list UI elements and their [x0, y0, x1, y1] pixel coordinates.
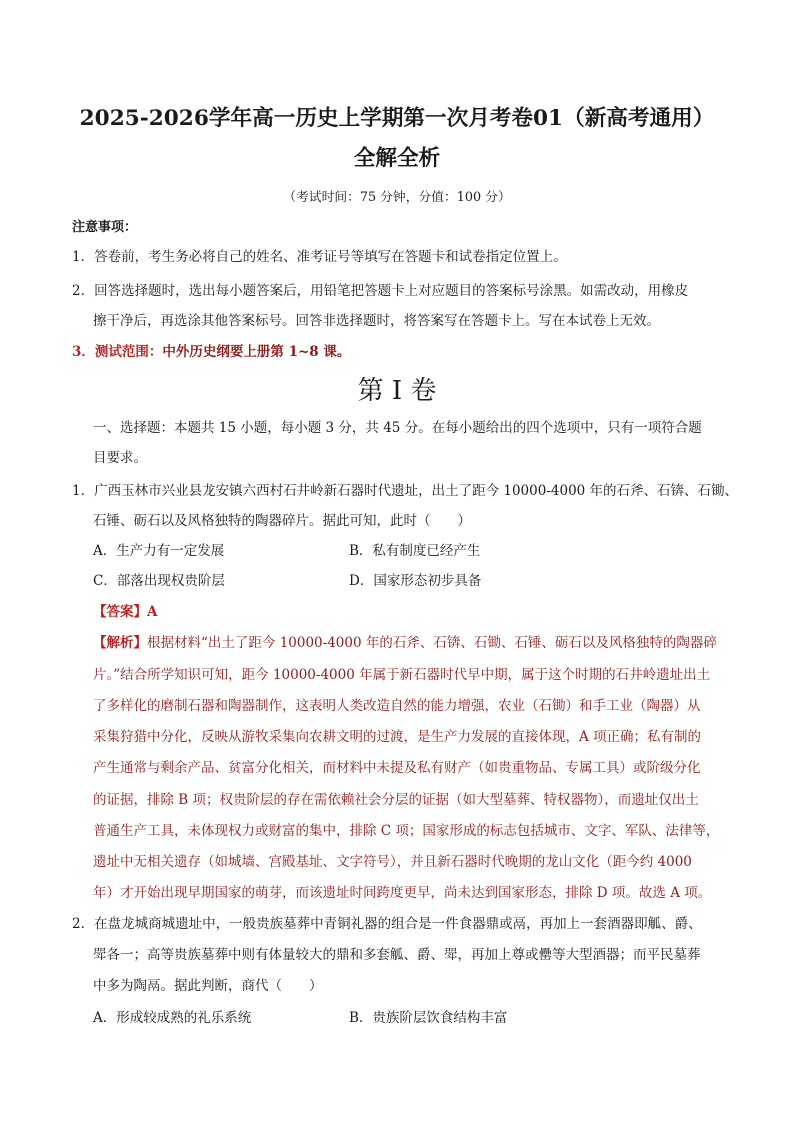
exam-info: （考试时间：75 分钟，分值：100 分）	[283, 190, 511, 205]
q1-analysis-5: 产生通常与剩余产品、贫富分化相关，而材料中未提及私有财产（如贵重物品、专属工具）或阶级分化	[93, 760, 701, 776]
notice-item-2-cont: 擦干净后，再选涂其他答案标号。回答非选择题时，将答案写在答题卡上。写在本试卷上无效。	[93, 313, 660, 329]
q2-option-a: A．形成较成熟的礼乐系统	[93, 1010, 252, 1026]
q1-analysis-4: 采集狩猎中分化，反映从游牧采集向农耕文明的过渡，是生产力发展的直接体现，A 项正确；私有制的	[93, 729, 702, 745]
notice-item-3	[72, 342, 350, 362]
scope-label: 测试范围：	[94, 344, 163, 360]
q1-option-b: B．私有制度已经产生	[349, 543, 481, 559]
q2-stem-1: 2．在盘龙城商城遗址中，一般贵族墓葬中青铜礼器的组合是一件食器鼎或鬲，再加上一套酒器即觚、爵、	[72, 916, 702, 932]
notice-item-2: 2．回答选择题时，选出每小题答案后，用铅笔把答题卡上对应题目的答案标号涂黑。如需改动，用橡皮	[72, 283, 689, 299]
q1-stem-2: 石锤、砺石以及风格独特的陶器碎片。据此可知，此时（ ）	[93, 513, 471, 529]
section-intro-1: 一、选择题：本题共 15 小题，每小题 3 分，共 45 分。在每小题给出的四个选项中，只有一项符合题	[93, 420, 702, 436]
scope-text: 中外历史纲要上册第 1~8 课。	[162, 344, 351, 360]
scope-num: 3．	[72, 344, 95, 360]
q1-analysis-9: 年）才开始出现早期国家的萌芽，而该遗址时间跨度更早，尚未达到国家形态，排除 D 项。故选 A 项。	[93, 885, 712, 901]
q1-analysis-label: 【解析】	[93, 635, 147, 651]
q1-answer: 【答案】A	[93, 604, 158, 620]
section-title: 第 I 卷	[357, 376, 437, 406]
q2-option-b: B．贵族阶层饮食结构丰富	[349, 1010, 508, 1026]
q1-option-a: A．生产力有一定发展	[93, 543, 225, 559]
q2-stem-3: 中多为陶鬲。据此判断，商代（ ）	[93, 978, 323, 994]
q2-stem-2: 斝各一；高等贵族墓葬中则有体量较大的鼎和多套觚、爵、斝，再加上尊或罍等大型酒器；而平民墓葬	[93, 947, 701, 963]
section-intro-2: 目要求。	[93, 450, 147, 466]
page-title: 2025-2026学年高一历史上学期第一次月考卷01（新高考通用）	[79, 106, 715, 131]
notice-heading: 注意事项：	[72, 220, 138, 235]
q1-option-d: D．国家形态初步具备	[349, 573, 482, 589]
q1-analysis-8: 遗址中无相关遗存（如城墙、宫殿基址、文字符号），并且新石器时代晚期的龙山文化（距今约 4000	[93, 854, 692, 870]
q1-analysis-text: 根据材料“出土了距今 10000-4000 年的石斧、石锛、石锄、石锤、砺石以及风格独特的陶器碎	[147, 635, 717, 651]
q1-analysis-7: 普通生产工具，未体现权力或财富的集中，排除 C 项；国家形成的标志包括城市、文字、军队、法律等，	[93, 823, 720, 839]
q1-analysis-3: 了多样化的磨制石器和陶器制作，这表明人类改造自然的能力增强，农业（石锄）和手工业（陶器）从	[93, 698, 701, 714]
notice-item-1: 1．答卷前，考生务必将自己的姓名、准考证号等填写在答题卡和试卷指定位置上。	[72, 249, 567, 265]
q1-option-c: C．部落出现权贵阶层	[93, 573, 225, 589]
q1-stem-1: 1．广西玉林市兴业县龙安镇六西村石井岭新石器时代遗址，出土了距今 10000-4000 年的石斧、石锛、石锄、	[72, 483, 739, 499]
q1-analysis-1	[93, 633, 717, 653]
q1-analysis-2: 片。”结合所学知识可知，距今 10000-4000 年属于新石器时代早中期，属于这个时期的石井岭遗址出土	[93, 667, 711, 683]
page-subtitle: 全解全析	[353, 146, 441, 171]
q1-analysis-6: 的证据，排除 B 项；权贵阶层的存在需依赖社会分层的证据（如大型墓葬、特权器物），而遗址仅出土	[93, 792, 699, 808]
